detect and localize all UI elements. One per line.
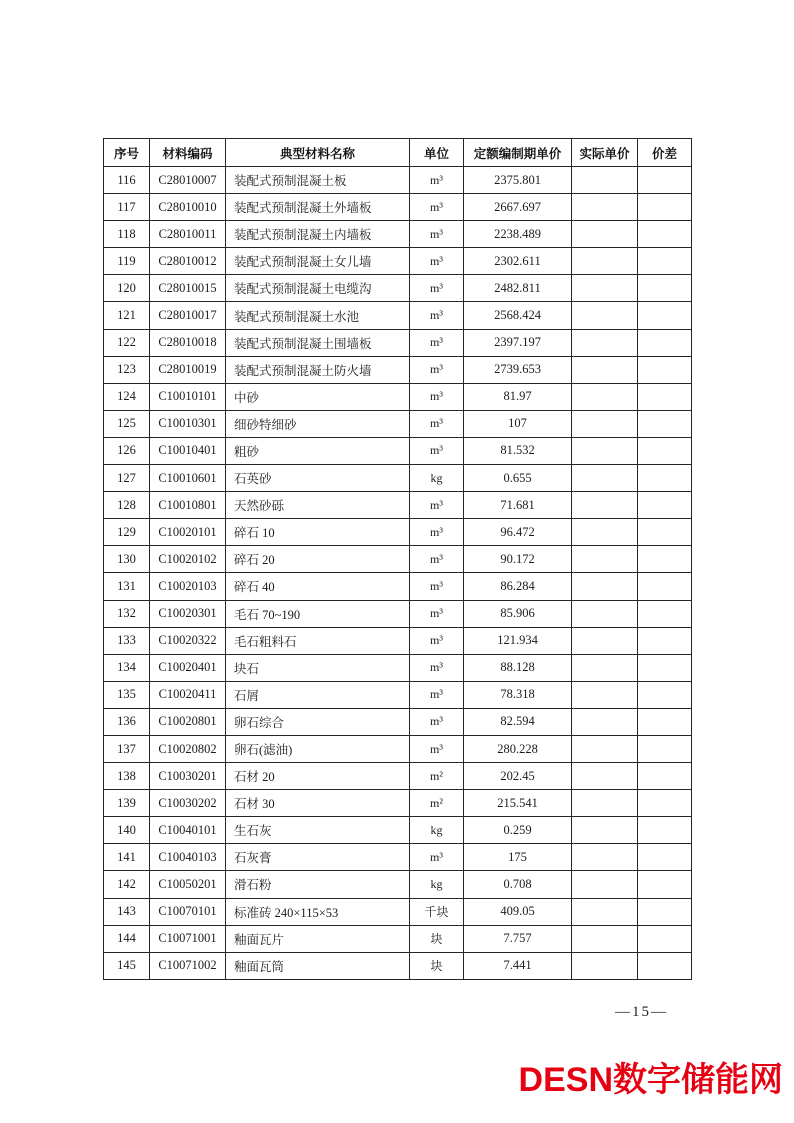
cell-price-diff: [638, 600, 692, 627]
cell-seq: 128: [104, 492, 150, 519]
cell-unit: m³: [410, 329, 464, 356]
cell-unit: m³: [410, 627, 464, 654]
cell-quota-price: 82.594: [464, 708, 572, 735]
col-header-unit: 单位: [410, 139, 464, 167]
cell-name: 石灰膏: [226, 844, 410, 871]
cell-seq: 116: [104, 167, 150, 194]
cell-code: C10010101: [150, 383, 226, 410]
cell-seq: 132: [104, 600, 150, 627]
cell-code: C10020801: [150, 708, 226, 735]
cell-name: 碎石 20: [226, 546, 410, 573]
cell-actual-price: [572, 167, 638, 194]
table-row: [104, 817, 692, 844]
cell-name: 细砂特细砂: [226, 410, 410, 437]
cell-name: 石屑: [226, 681, 410, 708]
cell-actual-price: [572, 248, 638, 275]
table-row: [104, 844, 692, 871]
cell-seq: 119: [104, 248, 150, 275]
cell-unit: kg: [410, 465, 464, 492]
cell-quota-price: 0.259: [464, 817, 572, 844]
cell-unit: m³: [410, 302, 464, 329]
cell-actual-price: [572, 519, 638, 546]
cell-price-diff: [638, 546, 692, 573]
cell-actual-price: [572, 329, 638, 356]
table-row: [104, 790, 692, 817]
cell-unit: m³: [410, 681, 464, 708]
cell-code: C10010801: [150, 492, 226, 519]
cell-price-diff: [638, 465, 692, 492]
cell-name: 石英砂: [226, 465, 410, 492]
cell-name: 卵石综合: [226, 708, 410, 735]
cell-code: C28010007: [150, 167, 226, 194]
table-row: [104, 952, 692, 979]
cell-seq: 129: [104, 519, 150, 546]
table-row: [104, 356, 692, 383]
col-header-quota-price: 定额编制期单价: [464, 139, 572, 167]
cell-code: C10020102: [150, 546, 226, 573]
cell-code: C10040101: [150, 817, 226, 844]
cell-unit: m³: [410, 600, 464, 627]
cell-unit: m²: [410, 790, 464, 817]
table-row: [104, 410, 692, 437]
cell-actual-price: [572, 871, 638, 898]
cell-quota-price: 81.97: [464, 383, 572, 410]
cell-unit: m³: [410, 708, 464, 735]
cell-quota-price: 78.318: [464, 681, 572, 708]
cell-price-diff: [638, 248, 692, 275]
cell-seq: 140: [104, 817, 150, 844]
cell-name: 装配式预制混凝土外墙板: [226, 194, 410, 221]
cell-unit: m³: [410, 492, 464, 519]
cell-seq: 123: [104, 356, 150, 383]
cell-seq: 136: [104, 708, 150, 735]
cell-unit: m³: [410, 654, 464, 681]
cell-quota-price: 215.541: [464, 790, 572, 817]
cell-price-diff: [638, 925, 692, 952]
cell-quota-price: 2482.811: [464, 275, 572, 302]
header-row: [104, 139, 692, 167]
cell-unit: m³: [410, 383, 464, 410]
table-row: [104, 898, 692, 925]
cell-price-diff: [638, 167, 692, 194]
cell-price-diff: [638, 329, 692, 356]
cell-code: C10020103: [150, 573, 226, 600]
cell-actual-price: [572, 654, 638, 681]
cell-name: 卵石(滤油): [226, 735, 410, 762]
cell-code: C10020101: [150, 519, 226, 546]
cell-seq: 118: [104, 221, 150, 248]
cell-name: 装配式预制混凝土电缆沟: [226, 275, 410, 302]
cell-seq: 127: [104, 465, 150, 492]
cell-actual-price: [572, 465, 638, 492]
cell-code: C10070101: [150, 898, 226, 925]
cell-seq: 121: [104, 302, 150, 329]
cell-name: 石材 30: [226, 790, 410, 817]
table-row: [104, 248, 692, 275]
cell-name: 毛石 70~190: [226, 600, 410, 627]
cell-actual-price: [572, 437, 638, 464]
cell-name: 滑石粉: [226, 871, 410, 898]
cell-quota-price: 0.708: [464, 871, 572, 898]
table-row: [104, 925, 692, 952]
cell-code: C28010011: [150, 221, 226, 248]
cell-seq: 138: [104, 763, 150, 790]
cell-code: C10020802: [150, 735, 226, 762]
cell-unit: m³: [410, 546, 464, 573]
cell-price-diff: [638, 627, 692, 654]
cell-price-diff: [638, 356, 692, 383]
cell-seq: 137: [104, 735, 150, 762]
cell-seq: 141: [104, 844, 150, 871]
cell-quota-price: 96.472: [464, 519, 572, 546]
cell-unit: kg: [410, 817, 464, 844]
table-row: [104, 437, 692, 464]
cell-unit: m³: [410, 194, 464, 221]
cell-price-diff: [638, 221, 692, 248]
cell-price-diff: [638, 410, 692, 437]
cell-price-diff: [638, 302, 692, 329]
cell-actual-price: [572, 844, 638, 871]
cell-seq: 142: [104, 871, 150, 898]
cell-actual-price: [572, 735, 638, 762]
cell-actual-price: [572, 492, 638, 519]
cell-name: 装配式预制混凝土女儿墙: [226, 248, 410, 275]
cell-actual-price: [572, 817, 638, 844]
cell-actual-price: [572, 383, 638, 410]
table-row: [104, 383, 692, 410]
table-row: [104, 167, 692, 194]
cell-price-diff: [638, 654, 692, 681]
page-number: —15—: [615, 1004, 668, 1020]
cell-code: C10020322: [150, 627, 226, 654]
cell-code: C10020301: [150, 600, 226, 627]
cell-quota-price: 86.284: [464, 573, 572, 600]
cell-actual-price: [572, 573, 638, 600]
cell-code: C10010301: [150, 410, 226, 437]
cell-seq: 144: [104, 925, 150, 952]
cell-actual-price: [572, 952, 638, 979]
cell-price-diff: [638, 817, 692, 844]
table-row: [104, 573, 692, 600]
cell-actual-price: [572, 600, 638, 627]
cell-price-diff: [638, 492, 692, 519]
cell-seq: 143: [104, 898, 150, 925]
cell-price-diff: [638, 735, 692, 762]
cell-unit: m³: [410, 519, 464, 546]
cell-actual-price: [572, 546, 638, 573]
cell-code: C10050201: [150, 871, 226, 898]
table-row: [104, 275, 692, 302]
cell-unit: m³: [410, 248, 464, 275]
table-row: [104, 871, 692, 898]
cell-seq: 131: [104, 573, 150, 600]
cell-code: C10010401: [150, 437, 226, 464]
cell-quota-price: 2238.489: [464, 221, 572, 248]
cell-name: 粗砂: [226, 437, 410, 464]
cell-quota-price: 2568.424: [464, 302, 572, 329]
cell-name: 天然砂砾: [226, 492, 410, 519]
cell-actual-price: [572, 627, 638, 654]
cell-name: 块石: [226, 654, 410, 681]
cell-code: C10020411: [150, 681, 226, 708]
cell-code: C10071001: [150, 925, 226, 952]
cell-unit: m³: [410, 573, 464, 600]
table-row: [104, 600, 692, 627]
cell-code: C28010012: [150, 248, 226, 275]
cell-quota-price: 107: [464, 410, 572, 437]
cell-unit: 千块: [410, 898, 464, 925]
cell-name: 石材 20: [226, 763, 410, 790]
cell-price-diff: [638, 519, 692, 546]
cell-quota-price: 2302.611: [464, 248, 572, 275]
col-header-name: 典型材料名称: [226, 139, 410, 167]
cell-code: C10010601: [150, 465, 226, 492]
cell-actual-price: [572, 708, 638, 735]
cell-unit: m³: [410, 356, 464, 383]
cell-price-diff: [638, 790, 692, 817]
table-row: [104, 465, 692, 492]
table-row: [104, 627, 692, 654]
cell-unit: m³: [410, 844, 464, 871]
cell-code: C28010019: [150, 356, 226, 383]
cell-name: 碎石 40: [226, 573, 410, 600]
cell-code: C10040103: [150, 844, 226, 871]
col-header-price-diff: 价差: [638, 139, 692, 167]
cell-code: C28010018: [150, 329, 226, 356]
cell-name: 装配式预制混凝土防火墙: [226, 356, 410, 383]
table-header: [104, 139, 692, 167]
cell-price-diff: [638, 898, 692, 925]
table-row: [104, 735, 692, 762]
cell-quota-price: 88.128: [464, 654, 572, 681]
cell-code: C28010010: [150, 194, 226, 221]
table-row: [104, 681, 692, 708]
cell-name: 装配式预制混凝土板: [226, 167, 410, 194]
cell-actual-price: [572, 763, 638, 790]
cell-quota-price: 2667.697: [464, 194, 572, 221]
cell-seq: 117: [104, 194, 150, 221]
cell-actual-price: [572, 194, 638, 221]
cell-price-diff: [638, 952, 692, 979]
cell-seq: 139: [104, 790, 150, 817]
cell-quota-price: 90.172: [464, 546, 572, 573]
cell-actual-price: [572, 790, 638, 817]
cell-seq: 133: [104, 627, 150, 654]
cell-quota-price: 7.757: [464, 925, 572, 952]
cell-code: C28010015: [150, 275, 226, 302]
cell-actual-price: [572, 681, 638, 708]
cell-unit: m³: [410, 735, 464, 762]
table-row: [104, 329, 692, 356]
cell-seq: 124: [104, 383, 150, 410]
table-body: [104, 167, 692, 980]
table-row: [104, 763, 692, 790]
cell-unit: m³: [410, 167, 464, 194]
cell-quota-price: 81.532: [464, 437, 572, 464]
cell-unit: m³: [410, 275, 464, 302]
cell-quota-price: 71.681: [464, 492, 572, 519]
cell-quota-price: 2397.197: [464, 329, 572, 356]
cell-price-diff: [638, 194, 692, 221]
desn-logo: DESN数字储能网: [518, 1061, 783, 1099]
cell-name: 釉面瓦筒: [226, 952, 410, 979]
cell-seq: 120: [104, 275, 150, 302]
cell-quota-price: 280.228: [464, 735, 572, 762]
cell-actual-price: [572, 221, 638, 248]
table-row: [104, 302, 692, 329]
cell-seq: 145: [104, 952, 150, 979]
cell-quota-price: 175: [464, 844, 572, 871]
cell-name: 装配式预制混凝土围墙板: [226, 329, 410, 356]
cell-code: C28010017: [150, 302, 226, 329]
cell-unit: m²: [410, 763, 464, 790]
table-row: [104, 708, 692, 735]
cell-quota-price: 121.934: [464, 627, 572, 654]
cell-name: 釉面瓦片: [226, 925, 410, 952]
cell-unit: kg: [410, 871, 464, 898]
cell-quota-price: 2375.801: [464, 167, 572, 194]
table-row: [104, 519, 692, 546]
cell-seq: 125: [104, 410, 150, 437]
cell-quota-price: 409.05: [464, 898, 572, 925]
table-row: [104, 221, 692, 248]
cell-name: 生石灰: [226, 817, 410, 844]
cell-quota-price: 202.45: [464, 763, 572, 790]
cell-actual-price: [572, 275, 638, 302]
cell-price-diff: [638, 383, 692, 410]
cell-quota-price: 2739.653: [464, 356, 572, 383]
cell-unit: m³: [410, 410, 464, 437]
col-header-seq: 序号: [104, 139, 150, 167]
cell-seq: 135: [104, 681, 150, 708]
cell-unit: m³: [410, 437, 464, 464]
cell-price-diff: [638, 681, 692, 708]
cell-name: 碎石 10: [226, 519, 410, 546]
cell-actual-price: [572, 410, 638, 437]
cell-quota-price: 7.441: [464, 952, 572, 979]
cell-price-diff: [638, 573, 692, 600]
cell-actual-price: [572, 925, 638, 952]
cell-actual-price: [572, 898, 638, 925]
cell-price-diff: [638, 275, 692, 302]
cell-code: C10030201: [150, 763, 226, 790]
cell-price-diff: [638, 844, 692, 871]
cell-actual-price: [572, 302, 638, 329]
cell-code: C10030202: [150, 790, 226, 817]
materials-price-table: [103, 138, 692, 980]
col-header-actual-price: 实际单价: [572, 139, 638, 167]
cell-seq: 122: [104, 329, 150, 356]
cell-name: 装配式预制混凝土水池: [226, 302, 410, 329]
cell-seq: 134: [104, 654, 150, 681]
table-row: [104, 546, 692, 573]
cell-actual-price: [572, 356, 638, 383]
cell-name: 装配式预制混凝土内墙板: [226, 221, 410, 248]
cell-seq: 130: [104, 546, 150, 573]
col-header-code: 材料编码: [150, 139, 226, 167]
cell-code: C10020401: [150, 654, 226, 681]
cell-unit: m³: [410, 221, 464, 248]
table-row: [104, 194, 692, 221]
cell-quota-price: 85.906: [464, 600, 572, 627]
cell-name: 标准砖 240×115×53: [226, 898, 410, 925]
cell-price-diff: [638, 708, 692, 735]
cell-unit: 块: [410, 925, 464, 952]
cell-name: 毛石粗料石: [226, 627, 410, 654]
cell-quota-price: 0.655: [464, 465, 572, 492]
cell-unit: 块: [410, 952, 464, 979]
cell-price-diff: [638, 871, 692, 898]
cell-name: 中砂: [226, 383, 410, 410]
cell-seq: 126: [104, 437, 150, 464]
cell-price-diff: [638, 437, 692, 464]
table-row: [104, 492, 692, 519]
cell-price-diff: [638, 763, 692, 790]
cell-code: C10071002: [150, 952, 226, 979]
table-row: [104, 654, 692, 681]
